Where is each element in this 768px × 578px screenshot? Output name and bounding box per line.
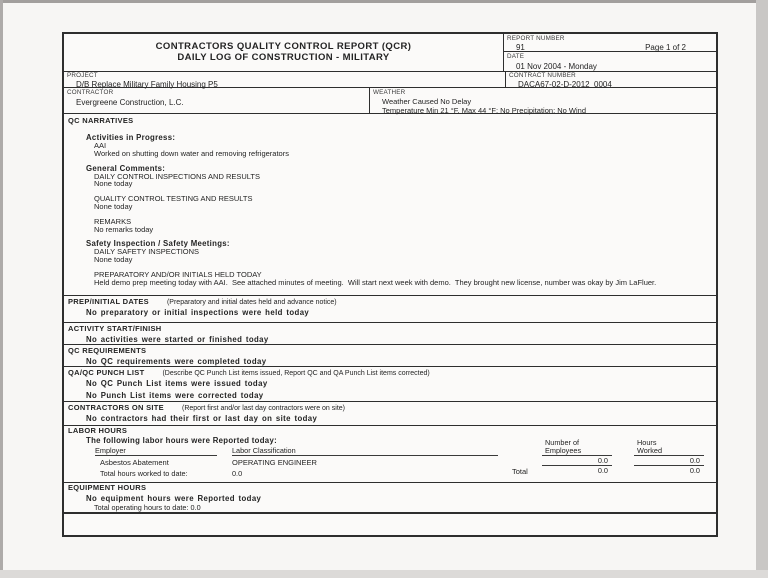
narrative-item-body: Held demo prep meeting today with AAI. See attached minutes of meeting. Will start next week with demo. They brought new license, number was okay by Jim LaFluer. bbox=[94, 277, 657, 287]
scan-edge-right bbox=[756, 0, 768, 578]
header-row-contractor bbox=[64, 87, 716, 113]
section-note: (Describe QC Punch List items issued, Report QC and QA Punch List items corrected) bbox=[162, 370, 430, 377]
section-title: CONTRACTORS ON SITE bbox=[68, 403, 164, 412]
section-statement: No Punch List items were corrected today bbox=[86, 390, 264, 400]
labor-row-employees: 0.0 bbox=[542, 457, 612, 466]
qc-requirements-section bbox=[64, 344, 716, 366]
header-row-project bbox=[64, 71, 716, 87]
labor-col-employees-line1: Number of bbox=[545, 438, 580, 447]
qc-narratives-title: QC NARRATIVES bbox=[68, 116, 134, 125]
narrative-item-body: None today bbox=[94, 255, 133, 265]
report-number-value: 91 bbox=[515, 42, 525, 52]
labor-col-hours-line1: Hours bbox=[637, 438, 657, 447]
scan-edge-bottom bbox=[0, 570, 768, 578]
narrative-item-title: REMARKS bbox=[94, 216, 132, 226]
labor-total-employees: 0.0 bbox=[597, 466, 608, 475]
section-statement: No preparatory or initial inspections were held today bbox=[86, 308, 310, 317]
report-title bbox=[64, 34, 504, 71]
narrative-item-title: QUALITY CONTROL TESTING AND RESULTS bbox=[94, 194, 253, 204]
narrative-group-activities bbox=[86, 133, 708, 158]
date-label: DATE bbox=[506, 53, 525, 60]
weather-status: Weather Caused No Delay bbox=[382, 96, 472, 106]
narrative-item-title: DAILY SAFETY INSPECTIONS bbox=[94, 247, 200, 257]
narrative-group-general-comments bbox=[86, 164, 708, 234]
prep-initial-dates-section bbox=[64, 295, 716, 322]
report-number-cell bbox=[504, 34, 716, 52]
labor-total-to-date-value: 0.0 bbox=[232, 469, 243, 478]
report-number-label: REPORT NUMBER bbox=[506, 35, 565, 42]
report-title-line2: DAILY LOG OF CONSTRUCTION - MILITARY bbox=[177, 52, 390, 63]
section-note: (Preparatory and initial dates held and advance notice) bbox=[166, 299, 337, 306]
qcr-report-document bbox=[62, 32, 718, 537]
weather-temperature: Temperature Min 21 °F, Max 44 °F; No Precipitation; No Wind bbox=[382, 105, 586, 115]
section-statement: No contractors had their first or last day on site today bbox=[86, 414, 318, 423]
project-label: PROJECT bbox=[67, 72, 98, 79]
narrative-item-body: None today bbox=[94, 201, 133, 211]
section-note: (Report first and/or last day contractors were on site) bbox=[181, 405, 345, 412]
narrative-item bbox=[86, 248, 708, 264]
narrative-group-heading: Safety Inspection / Safety Meetings: bbox=[86, 239, 230, 249]
narrative-item bbox=[86, 173, 708, 189]
section-title: ACTIVITY START/FINISH bbox=[68, 324, 162, 333]
narrative-item-body: No remarks today bbox=[94, 224, 154, 234]
project-value: D/B Replace Military Family Housing P5 bbox=[76, 79, 218, 89]
section-title: EQUIPMENT HOURS bbox=[68, 483, 147, 492]
equipment-hours-section bbox=[64, 482, 716, 512]
labor-col-classification: Labor Classification bbox=[232, 447, 498, 456]
section-title: QC REQUIREMENTS bbox=[68, 346, 147, 355]
contractor-cell bbox=[64, 88, 370, 113]
contractor-label: CONTRACTOR bbox=[67, 89, 114, 96]
narrative-item bbox=[86, 271, 708, 287]
contract-number-label: CONTRACT NUMBER bbox=[509, 72, 576, 79]
labor-row-employer: Asbestos Abatement bbox=[100, 458, 169, 467]
narrative-item bbox=[86, 218, 708, 234]
section-title: PREP/INITIAL DATES bbox=[68, 297, 149, 306]
labor-total-label: Total bbox=[512, 467, 528, 476]
narrative-item-body: None today bbox=[94, 179, 133, 189]
labor-total-hours: 0.0 bbox=[689, 466, 700, 475]
weather-cell bbox=[370, 88, 716, 113]
scan-edge-left bbox=[0, 0, 3, 578]
contractors-on-site-section bbox=[64, 401, 716, 425]
labor-col-employees-line2: Employees bbox=[542, 447, 612, 456]
contract-number-value: DACA67-02-D-2012 0004 bbox=[518, 79, 612, 89]
equipment-statement: No equipment hours were Reported today bbox=[86, 494, 262, 503]
empty-remarks-box bbox=[64, 512, 716, 535]
labor-col-hours-line2: Worked bbox=[634, 447, 704, 456]
narrative-item-title: PREPARATORY AND/OR INITIALS HELD TODAY bbox=[94, 269, 262, 279]
qc-narratives-section bbox=[64, 113, 716, 295]
equipment-total-to-date: Total operating hours to date: 0.0 bbox=[94, 503, 201, 512]
narrative-group-heading: General Comments: bbox=[86, 163, 166, 173]
activity-start-finish-section bbox=[64, 322, 716, 344]
labor-col-employer: Employer bbox=[95, 447, 217, 456]
qa-qc-punch-list-section bbox=[64, 366, 716, 401]
narrative-item bbox=[86, 195, 708, 211]
contract-number-cell bbox=[506, 72, 716, 87]
labor-row-hours: 0.0 bbox=[634, 457, 704, 466]
section-title: LABOR HOURS bbox=[68, 426, 128, 435]
header-right-column bbox=[504, 34, 716, 71]
section-statement: No QC Punch List items were issued today bbox=[86, 379, 268, 388]
section-title: QA/QC PUNCH LIST bbox=[68, 368, 145, 377]
section-statement: No activities were started or finished today bbox=[86, 335, 269, 344]
weather-label: WEATHER bbox=[373, 89, 406, 96]
report-title-line1: CONTRACTORS QUALITY CONTROL REPORT (QCR) bbox=[155, 41, 412, 52]
contractor-value: Evergreene Construction, L.C. bbox=[76, 97, 184, 107]
labor-intro: The following labor hours were Reported today: bbox=[86, 436, 277, 445]
narrative-group-safety bbox=[86, 239, 708, 286]
header-row-title bbox=[64, 34, 716, 71]
narrative-item-title: DAILY CONTROL INSPECTIONS AND RESULTS bbox=[94, 171, 261, 181]
labor-row-classification: OPERATING ENGINEER bbox=[232, 458, 317, 467]
date-value: 01 Nov 2004 - Monday bbox=[515, 61, 597, 71]
labor-hours-section bbox=[64, 425, 716, 482]
project-cell bbox=[64, 72, 506, 87]
narrative-line: AAI bbox=[94, 141, 107, 150]
narrative-group-heading: Activities in Progress: bbox=[86, 133, 176, 142]
date-cell bbox=[504, 52, 716, 71]
page-indicator: Page 1 of 2 bbox=[645, 42, 686, 52]
section-statement: No QC requirements were completed today bbox=[86, 357, 267, 366]
scan-edge-top bbox=[0, 0, 768, 3]
narrative-line: Worked on shutting down water and removing refrigerators bbox=[94, 148, 289, 158]
labor-total-to-date-label: Total hours worked to date: bbox=[100, 469, 188, 478]
